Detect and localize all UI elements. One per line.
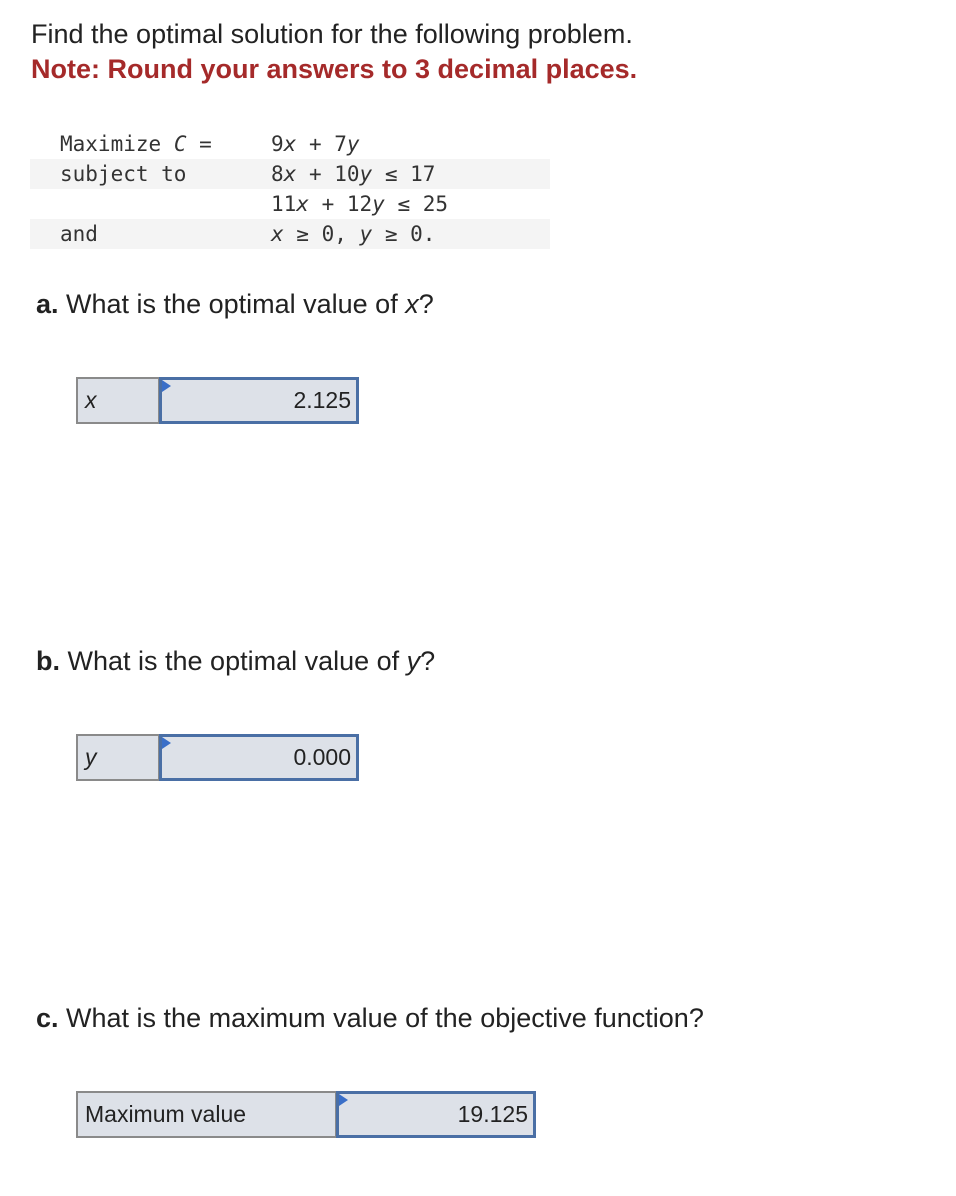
answer-label-x: x [76,377,160,424]
answer-value-x: 2.125 [293,387,351,413]
instruction-text: Find the optimal solution for the following problem. [31,19,633,49]
answer-input-y[interactable] [159,734,359,781]
answer-input-max[interactable] [336,1091,536,1138]
answer-row-x [76,377,359,424]
subject-to-label: subject to [60,162,187,186]
flag-icon [339,1094,348,1106]
nonnegativity-row [30,219,550,249]
rounding-note: Note: Round your answers to 3 decimal places. [31,54,638,84]
constraint-row-1 [30,159,550,189]
answer-row-max [76,1091,536,1138]
answer-label-max: Maximum value [76,1091,337,1138]
answer-value-y: 0.000 [293,744,351,770]
flag-icon [162,380,171,392]
nonnegativity-constraints: x ≥ 0, y ≥ 0. [271,222,436,246]
lp-problem-table [30,129,550,249]
question-a: a. What is the optimal value of x? [36,289,434,319]
answer-value-max: 19.125 [457,1101,528,1127]
constraint-row-2 [30,189,550,219]
objective-row [30,129,550,159]
and-label: and [60,222,98,246]
objective-function: 9x + 7y [271,132,360,156]
answer-row-y [76,734,359,781]
question-b: b. What is the optimal value of y? [36,646,436,676]
constraint-1: 8x + 10y ≤ 17 [271,162,436,186]
flag-icon [162,737,171,749]
answer-label-y: y [76,734,160,781]
constraint-2: 11x + 12y ≤ 25 [271,192,449,216]
maximize-label: Maximize C = [60,132,212,156]
question-c: c. What is the maximum value of the objective function? [36,1003,704,1033]
answer-input-x[interactable] [159,377,359,424]
